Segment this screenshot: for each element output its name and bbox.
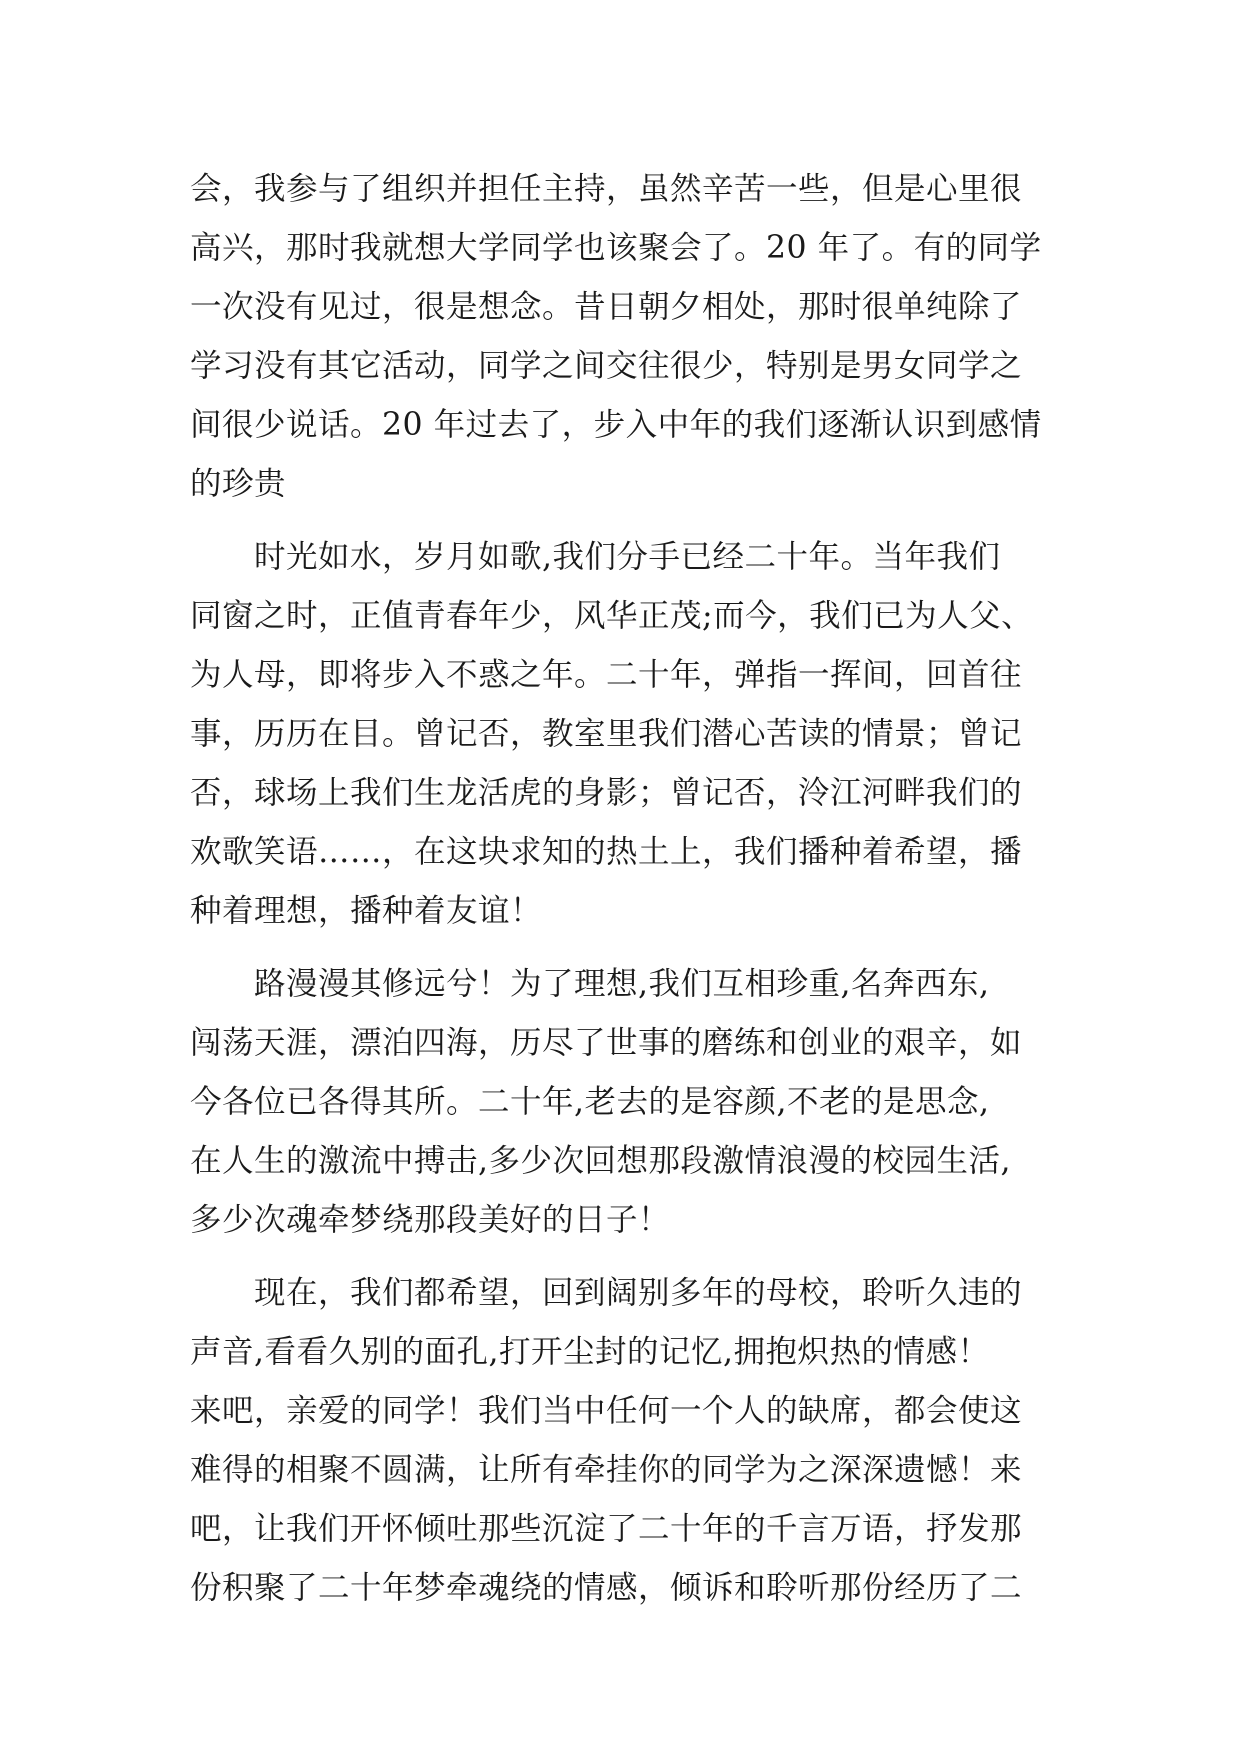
text-line: 今各位已各得其所。二十年,老去的是容颜,不老的是思念,	[190, 1084, 990, 1120]
text-line: 同窗之时，正值青春年少，风华正茂;而今，我们已为人父、	[190, 598, 1034, 634]
paragraph-2	[190, 528, 1070, 941]
text-line: 的珍贵	[190, 466, 287, 502]
text-line: 在人生的激流中搏击,多少次回想那段激情浪漫的校园生活,	[190, 1143, 1012, 1179]
text-line: 路漫漫其修远兮！为了理想,我们互相珍重,名奔西东,	[254, 966, 990, 1002]
text-line: 会，我参与了组织并担任主持，虽然辛苦一些，但是心里很	[190, 171, 1023, 207]
text-line: 时光如水，岁月如歌,我们分手已经二十年。当年我们	[254, 539, 1001, 575]
text-line: 份积聚了二十年梦牵魂绕的情感，倾诉和聆听那份经历了二	[190, 1570, 1023, 1606]
paragraph-spacer	[190, 1250, 1070, 1264]
text-line: 为人母，即将步入不惑之年。二十年，弹指一挥间，回首往	[190, 657, 1023, 693]
paragraph-1	[190, 160, 1070, 514]
paragraph-spacer	[190, 941, 1070, 955]
text-line: 现在，我们都希望，回到阔别多年的母校，聆听久违的	[254, 1275, 1023, 1311]
text-line: 欢歌笑语……，在这块求知的热土上，我们播种着希望，播	[190, 834, 1023, 870]
document-page	[190, 160, 1070, 1618]
text-line: 吧，让我们开怀倾吐那些沉淀了二十年的千言万语，抒发那	[190, 1511, 1023, 1547]
text-line: 高兴，那时我就想大学同学也该聚会了。20 年了。有的同学	[190, 230, 1042, 266]
text-line: 闯荡天涯，漂泊四海，历尽了世事的磨练和创业的艰辛，如	[190, 1025, 1023, 1061]
text-line: 声音,看看久别的面孔,打开尘封的记忆,拥抱炽热的情感！	[190, 1334, 990, 1370]
text-line: 来吧，亲爱的同学！我们当中任何一个人的缺席，都会使这	[190, 1393, 1023, 1429]
text-line: 一次没有见过，很是想念。昔日朝夕相处，那时很单纯除了	[190, 289, 1023, 325]
paragraph-3	[190, 955, 1070, 1250]
text-line: 难得的相聚不圆满，让所有牵挂你的同学为之深深遗憾！来	[190, 1452, 1023, 1488]
text-line: 间很少说话。20 年过去了，步入中年的我们逐渐认识到感情	[190, 407, 1042, 443]
text-line: 种着理想，播种着友谊！	[190, 893, 543, 929]
text-line: 多少次魂牵梦绕那段美好的日子！	[190, 1202, 671, 1238]
text-line: 学习没有其它活动，同学之间交往很少，特别是男女同学之	[190, 348, 1023, 384]
paragraph-spacer	[190, 514, 1070, 528]
text-line: 事，历历在目。曾记否，教室里我们潜心苦读的情景；曾记	[190, 716, 1023, 752]
text-line: 否，球场上我们生龙活虎的身影；曾记否，泠江河畔我们的	[190, 775, 1023, 811]
paragraph-4	[190, 1264, 1070, 1618]
